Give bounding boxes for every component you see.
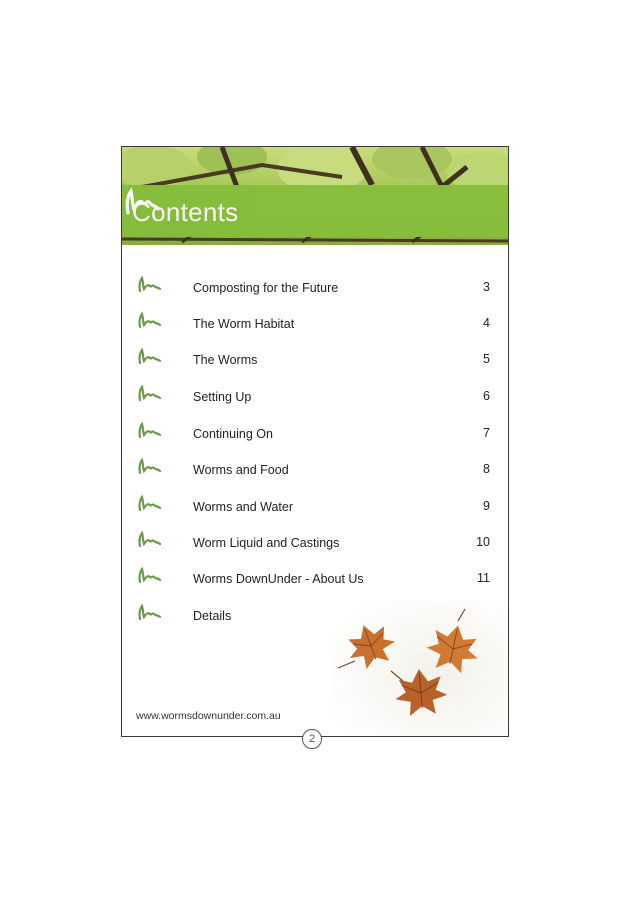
header-banner	[122, 147, 508, 245]
toc-item-the-worms[interactable]	[122, 345, 508, 373]
worm-logo-icon	[137, 567, 163, 585]
toc-item-label: The Worms	[193, 353, 258, 367]
toc-item-page: 11	[477, 571, 490, 585]
toc-item-page: 8	[483, 462, 490, 476]
page-number: 2	[302, 729, 322, 749]
worm-logo-icon	[137, 385, 163, 403]
website-link[interactable]: www.wormsdownunder.com.au	[136, 710, 281, 722]
title-bar	[122, 185, 508, 237]
worm-logo-icon	[137, 312, 163, 330]
toc-item-label: Setting Up	[193, 390, 252, 404]
toc-item-label: The Worm Habitat	[193, 317, 295, 331]
worm-logo-icon	[137, 348, 163, 366]
autumn-leaves-image	[333, 601, 508, 736]
worm-logo-icon	[137, 276, 163, 294]
toc-item-label: Worms DownUnder - About Us	[193, 572, 364, 586]
toc-item-page: 6	[483, 389, 490, 403]
toc-item-label: Composting for the Future	[193, 281, 339, 295]
worm-logo-icon	[137, 458, 163, 476]
toc-item-page: 4	[483, 316, 490, 330]
toc-item-page: 9	[483, 499, 490, 513]
worm-logo-icon	[137, 495, 163, 513]
toc-item-page: 10	[476, 535, 490, 549]
toc-item-page: 7	[483, 426, 490, 440]
page-title: Contents	[132, 197, 239, 227]
toc-item-setting-up[interactable]	[122, 382, 508, 410]
worm-logo-icon	[137, 422, 163, 440]
toc-item-label: Worms and Food	[193, 463, 289, 477]
toc-item-worm-habitat[interactable]	[122, 309, 508, 337]
worm-logo-icon	[122, 185, 162, 219]
toc-item-page: 5	[483, 352, 490, 366]
toc-item-continuing-on[interactable]	[122, 419, 508, 447]
toc-item-worms-and-food[interactable]	[122, 455, 508, 483]
worm-logo-icon	[137, 604, 163, 622]
toc-item-composting[interactable]	[122, 273, 508, 301]
toc-item-label: Continuing On	[193, 427, 273, 441]
toc-item-about-us[interactable]	[122, 564, 508, 592]
toc-item-page: 3	[483, 280, 490, 294]
toc-item-label: Worms and Water	[193, 500, 294, 514]
toc-item-label: Worm Liquid and Castings	[193, 536, 340, 550]
toc-item-worms-and-water[interactable]	[122, 492, 508, 520]
worm-logo-icon	[137, 531, 163, 549]
document-page	[121, 146, 509, 737]
toc-item-worm-liquid[interactable]	[122, 528, 508, 556]
toc-item-label: Details	[193, 609, 232, 623]
